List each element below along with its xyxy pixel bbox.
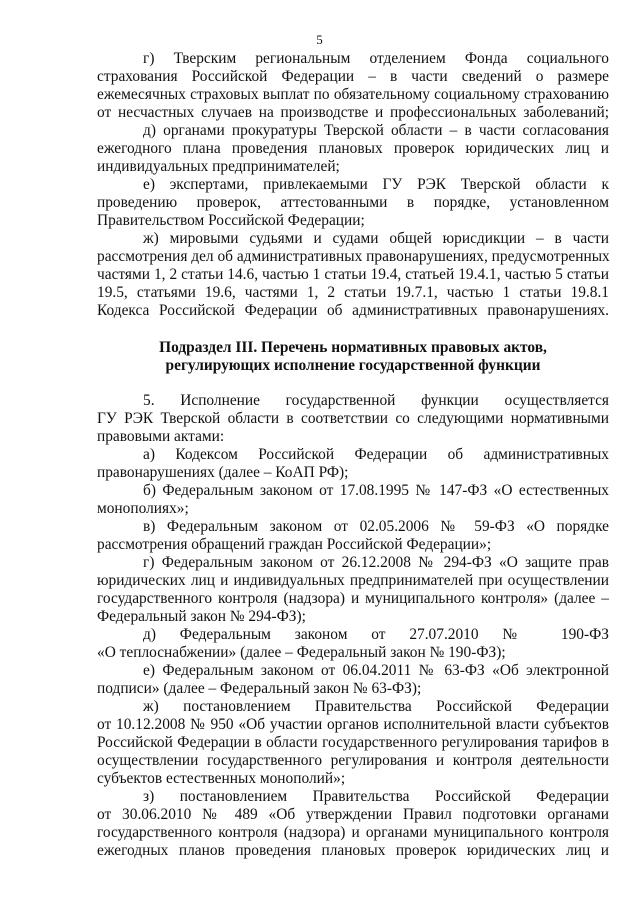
act-zh-line-1: ж) постановлением Правительства Российской Федерации — [143, 698, 609, 715]
subsection-heading-line-2: регулирующих исполнение государственной функции — [165, 357, 541, 374]
act-a-line-1: а) Кодексом Российской Федерации об административных — [143, 446, 609, 463]
act-zh-line-4: осуществлении государственного регулирования и контроля деятельности — [97, 752, 609, 769]
item-zh-line-1: ж) мировыми судьями и судами общей юрисдикции – в части — [143, 230, 609, 247]
item-zh-line-2: рассмотрения дел об административных правонарушениях, предусмотренных — [97, 248, 610, 265]
act-d-line-1: д) Федеральным законом от 27.07.2010 № 190-ФЗ — [143, 626, 609, 643]
paragraph-5-line-1: 5. Исполнение государственной функции осуществляется — [143, 392, 609, 409]
act-g-line-3: государственного контроля (надзора) и муниципального контроля» (далее – — [97, 590, 609, 607]
act-zh-line-3: Российской Федерации в области государственного регулирования тарифов в — [97, 734, 609, 751]
item-e-line-2: проведению проверок, аттестованными в порядке, установленном — [97, 194, 609, 211]
item-d-line-3: индивидуальных предпринимателей; — [97, 158, 340, 175]
act-zh-line-2: от 10.12.2008 № 950 «Об участии органов исполнительной власти субъектов — [97, 716, 609, 733]
act-b-line-1: б) Федеральным законом от 17.08.1995 № 147-ФЗ «О естественных — [143, 482, 609, 499]
act-g-line-4: Федеральный закон № 294-ФЗ); — [97, 608, 306, 625]
subsection-heading-line-1: Подраздел III. Перечень нормативных правовых актов, — [159, 339, 547, 356]
act-v-line-2: рассмотрения обращений граждан Российской Федерации»; — [97, 536, 492, 553]
item-g-line-2: страхования Российской Федерации – в части сведений о размере — [97, 68, 609, 85]
act-zh-line-5: субъектов естественных монополий»; — [97, 770, 346, 787]
item-g-line-1: г) Тверским региональным отделением Фонда социального — [143, 50, 609, 67]
act-z-line-3: государственного контроля (надзора) и органами муниципального контроля — [97, 824, 609, 841]
act-z-line-1: з) постановлением Правительства Российской Федерации — [143, 788, 609, 805]
item-zh-line-3: частями 1, 2 статьи 14.6, частью 1 статьи 19.4, статьей 19.4.1, частью 5 статьи — [97, 266, 609, 283]
act-e-line-2: подписи» (далее – Федеральный закон № 63-ФЗ); — [97, 680, 422, 697]
item-d-line-1: д) органами прокуратуры Тверской области – в части согласования — [143, 122, 609, 139]
item-zh-line-5: Кодекса Российской Федерации об административных правонарушениях. — [97, 302, 609, 319]
item-e-line-3: Правительством Российской Федерации; — [97, 212, 365, 229]
item-g-line-3: ежемесячных страховых выплат по обязательному социальному страхованию — [97, 86, 609, 103]
page-number: 5 — [316, 32, 323, 47]
act-d-line-2: «О теплоснабжении» (далее – Федеральный закон № 190-ФЗ); — [97, 644, 506, 661]
act-b-line-2: монополиях»; — [97, 500, 189, 517]
act-g-line-2: юридических лиц и индивидуальных предпринимателей при осуществлении — [97, 572, 609, 589]
act-v-line-1: в) Федеральным законом от 02.05.2006 № 59-ФЗ «О порядке — [143, 518, 609, 535]
paragraph-5-line-3: правовыми актами: — [97, 428, 225, 445]
item-zh-line-4: 19.5, статьями 19.6, частями 1, 2 статьи 19.7.1, частью 1 статьи 19.8.1 — [97, 284, 609, 301]
item-g-line-4: от несчастных случаев на производстве и профессиональных заболеваний; — [97, 104, 609, 121]
paragraph-5-line-2: ГУ РЭК Тверской области в соответствии со следующими нормативными — [97, 410, 609, 427]
item-e-line-1: е) экспертами, привлекаемыми ГУ РЭК Тверской области к — [143, 176, 609, 193]
act-a-line-2: правонарушениях (далее – КоАП РФ); — [97, 464, 349, 481]
act-z-line-2: от 30.06.2010 № 489 «Об утверждении Правил подготовки органами — [97, 806, 609, 823]
act-g-line-1: г) Федеральным законом от 26.12.2008 № 294-ФЗ «О защите прав — [143, 554, 609, 571]
act-e-line-1: е) Федеральным законом от 06.04.2011 № 63-ФЗ «Об электронной — [143, 662, 609, 679]
item-d-line-2: ежегодного плана проведения плановых проверок юридических лиц и — [97, 140, 609, 157]
act-z-line-4: ежегодных планов проведения плановых проверок юридических лиц и — [97, 842, 609, 859]
